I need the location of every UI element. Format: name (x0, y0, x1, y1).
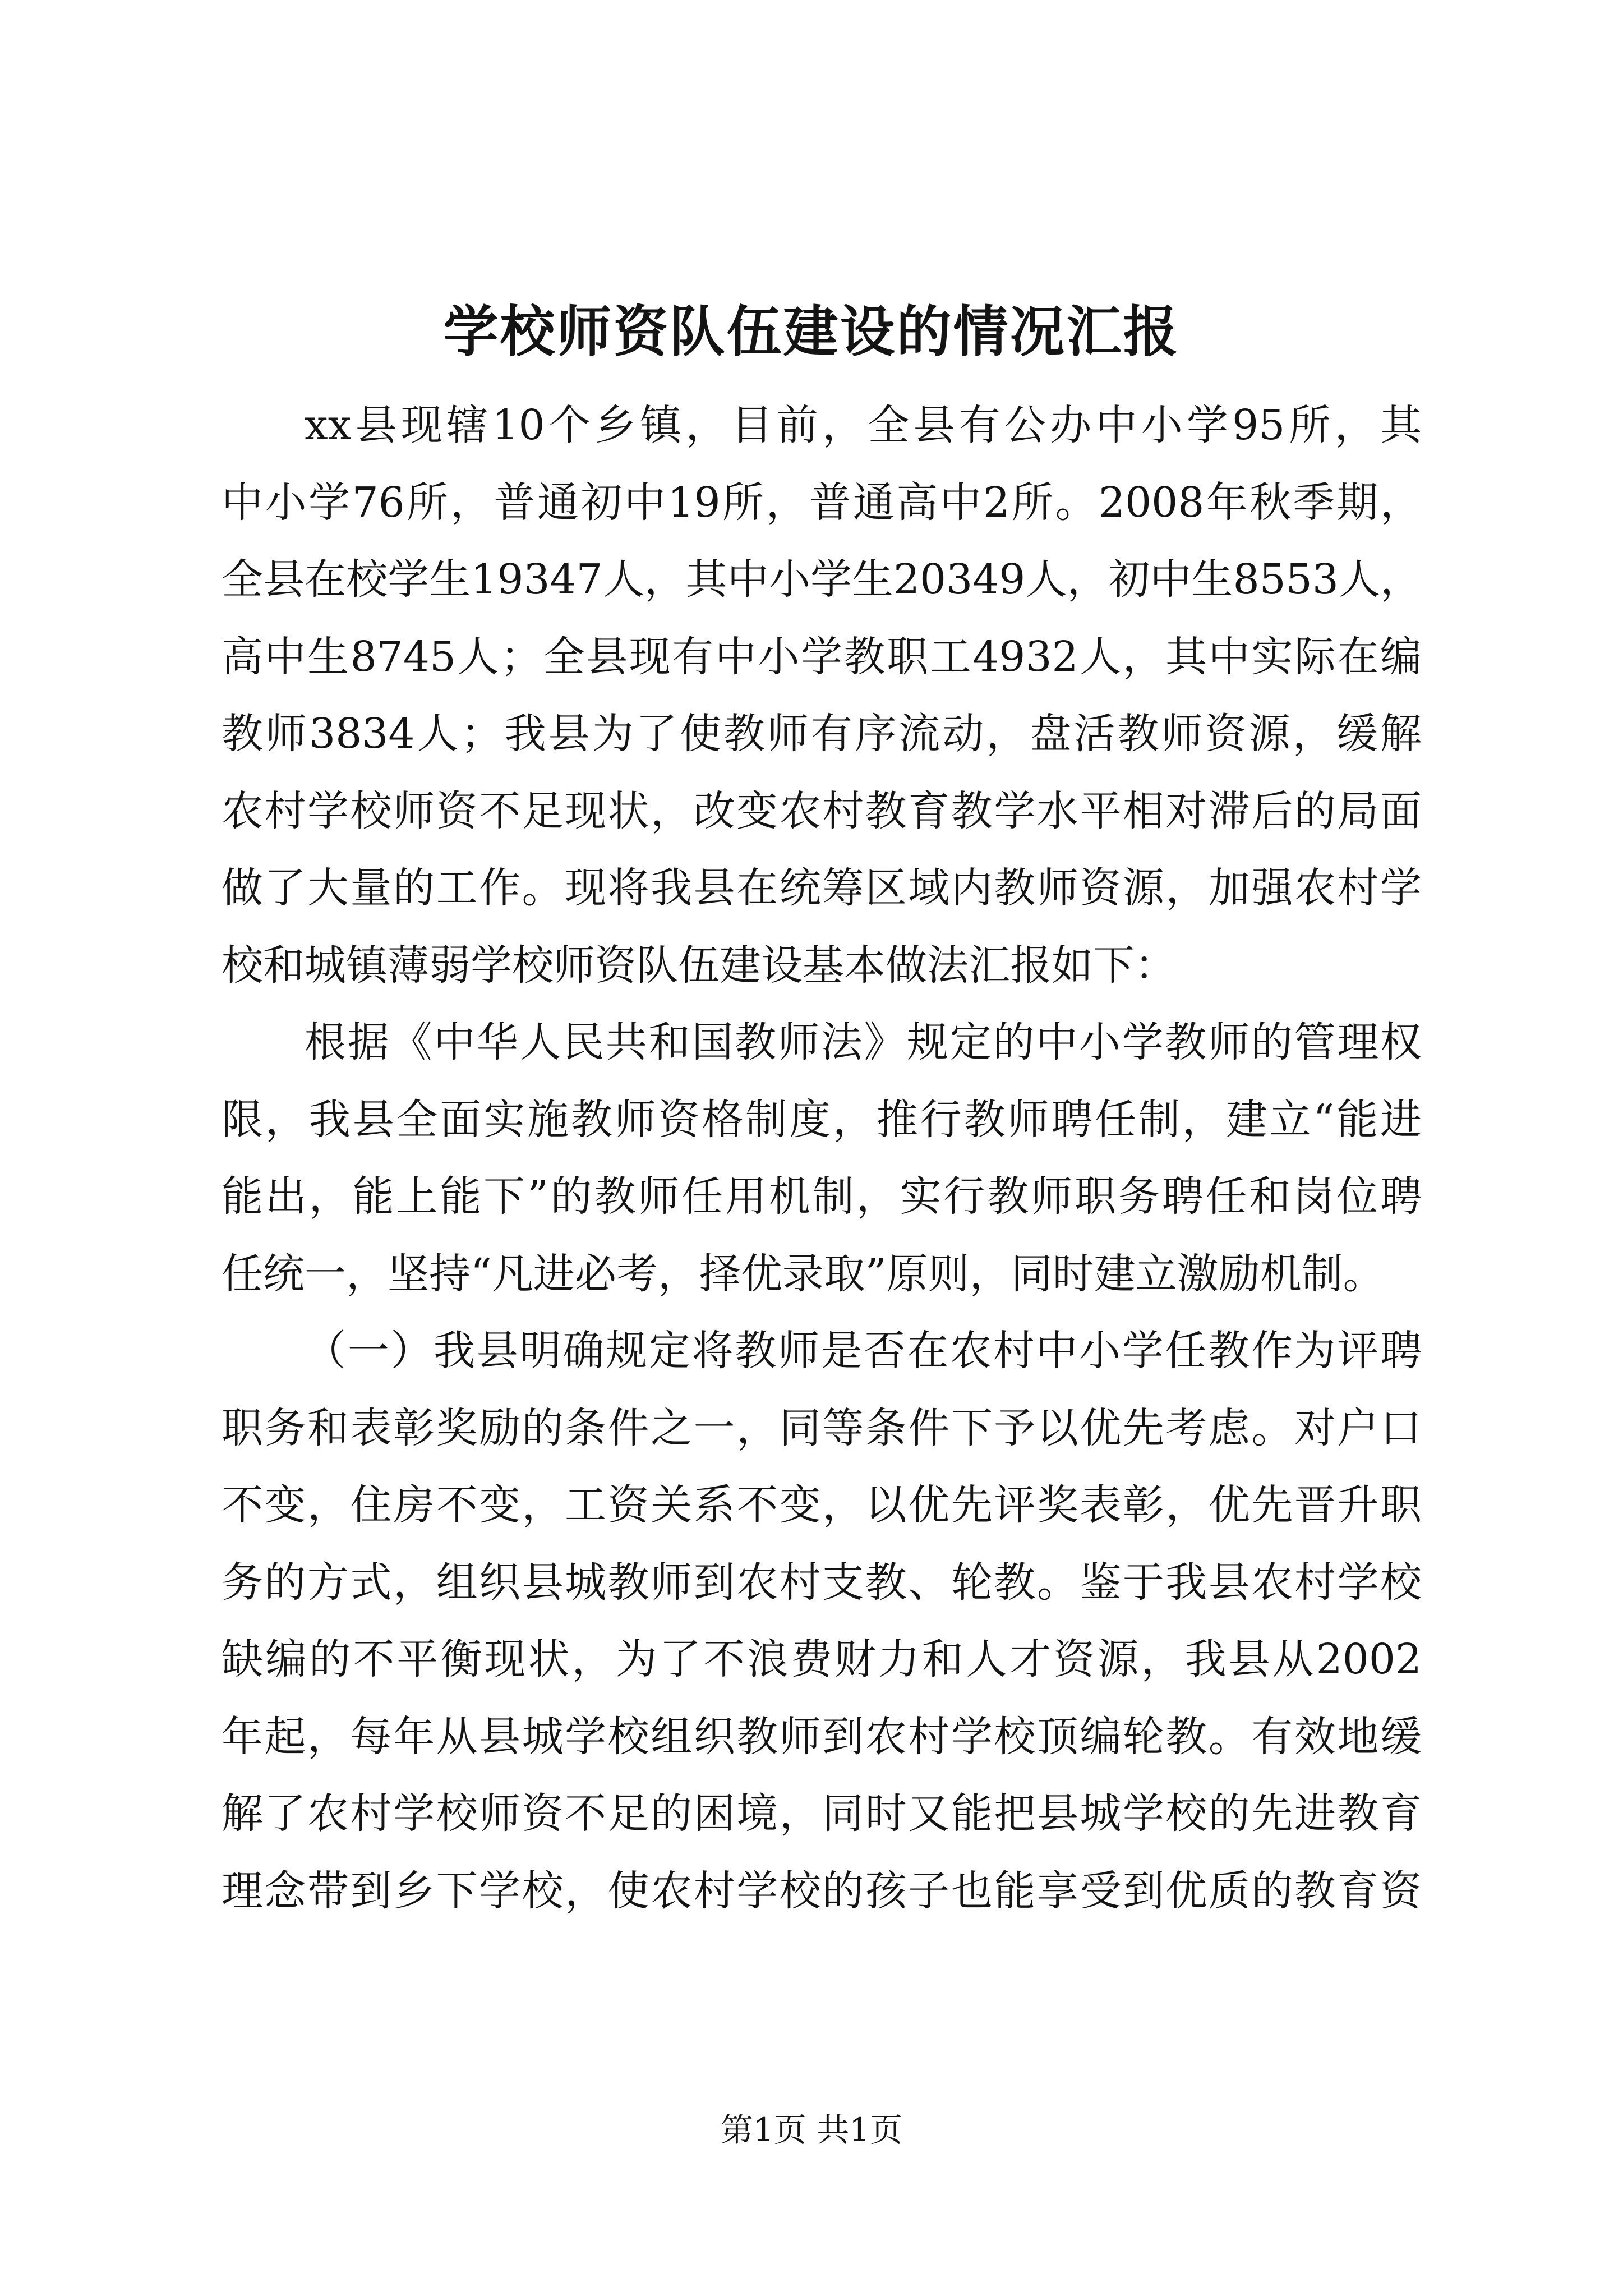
paragraph-3-line-5: 缺编的不平衡现状，为了不浪费财力和人才资源，我县从2002 (222, 1635, 1422, 1683)
paragraph-2-line-3: 能出，能上能下”的教师任用机制，实行教师职务聘任和岗位聘 (222, 1172, 1422, 1221)
paragraph-2-line-2: 限，我县全面实施教师资格制度，推行教师聘任制，建立“能进 (222, 1095, 1422, 1144)
paragraph-2-line-4: 任统一，坚持“凡进必考，择优录取”原则，同时建立激励机制。 (222, 1249, 1385, 1298)
paragraph-1-line-4: 高中生8745人；全县现有中小学教职工4932人，其中实际在编 (222, 632, 1422, 681)
paragraph-1-line-3: 全县在校学生19347人，其中小学生20349人，初中生8553人， (222, 555, 1422, 604)
paragraph-1-line-7: 做了大量的工作。现将我县在统筹区域内教师资源，加强农村学 (222, 864, 1422, 912)
paragraph-3-line-3: 不变，住房不变，工资关系不变，以优先评奖表彰，优先晋升职 (222, 1481, 1422, 1529)
paragraph-3-line-7: 解了农村学校师资不足的困境，同时又能把县城学校的先进教育 (222, 1789, 1422, 1838)
paragraph-1-line-8: 校和城镇薄弱学校师资队伍建设基本做法汇报如下： (222, 941, 1176, 990)
paragraph-3-line-8: 理念带到乡下学校，使农村学校的孩子也能享受到优质的教育资 (222, 1866, 1422, 1915)
paragraph-1-line-1: xx县现辖10个乡镇，目前，全县有公办中小学95所，其 (305, 401, 1422, 449)
paragraph-1-line-2: 中小学76所，普通初中19所，普通高中2所。2008年秋季期， (222, 478, 1422, 527)
document-title: 学校师资队伍建设的情况汇报 (443, 300, 1180, 364)
paragraph-3-line-6: 年起，每年从县城学校组织教师到农村学校顶编轮教。有效地缓 (222, 1712, 1422, 1761)
paragraph-3-line-2: 职务和表彰奖励的条件之一，同等条件下予以优先考虑。对户口 (222, 1404, 1422, 1452)
page-number-footer: 第1页 共1页 (720, 2111, 903, 2149)
paragraph-1-line-5: 教师3834人；我县为了使教师有序流动，盘活教师资源，缓解 (222, 710, 1422, 758)
paragraph-1-line-6: 农村学校师资不足现状，改变农村教育教学水平相对滞后的局面 (222, 786, 1422, 835)
paragraph-3-line-1: （一）我县明确规定将教师是否在农村中小学任教作为评聘 (305, 1327, 1422, 1375)
paragraph-3-line-4: 务的方式，组织县城教师到农村支教、轮教。鉴于我县农村学校 (222, 1558, 1422, 1607)
document-body (222, 387, 1422, 1930)
paragraph-2-line-1: 根据《中华人民共和国教师法》规定的中小学教师的管理权 (305, 1018, 1422, 1066)
